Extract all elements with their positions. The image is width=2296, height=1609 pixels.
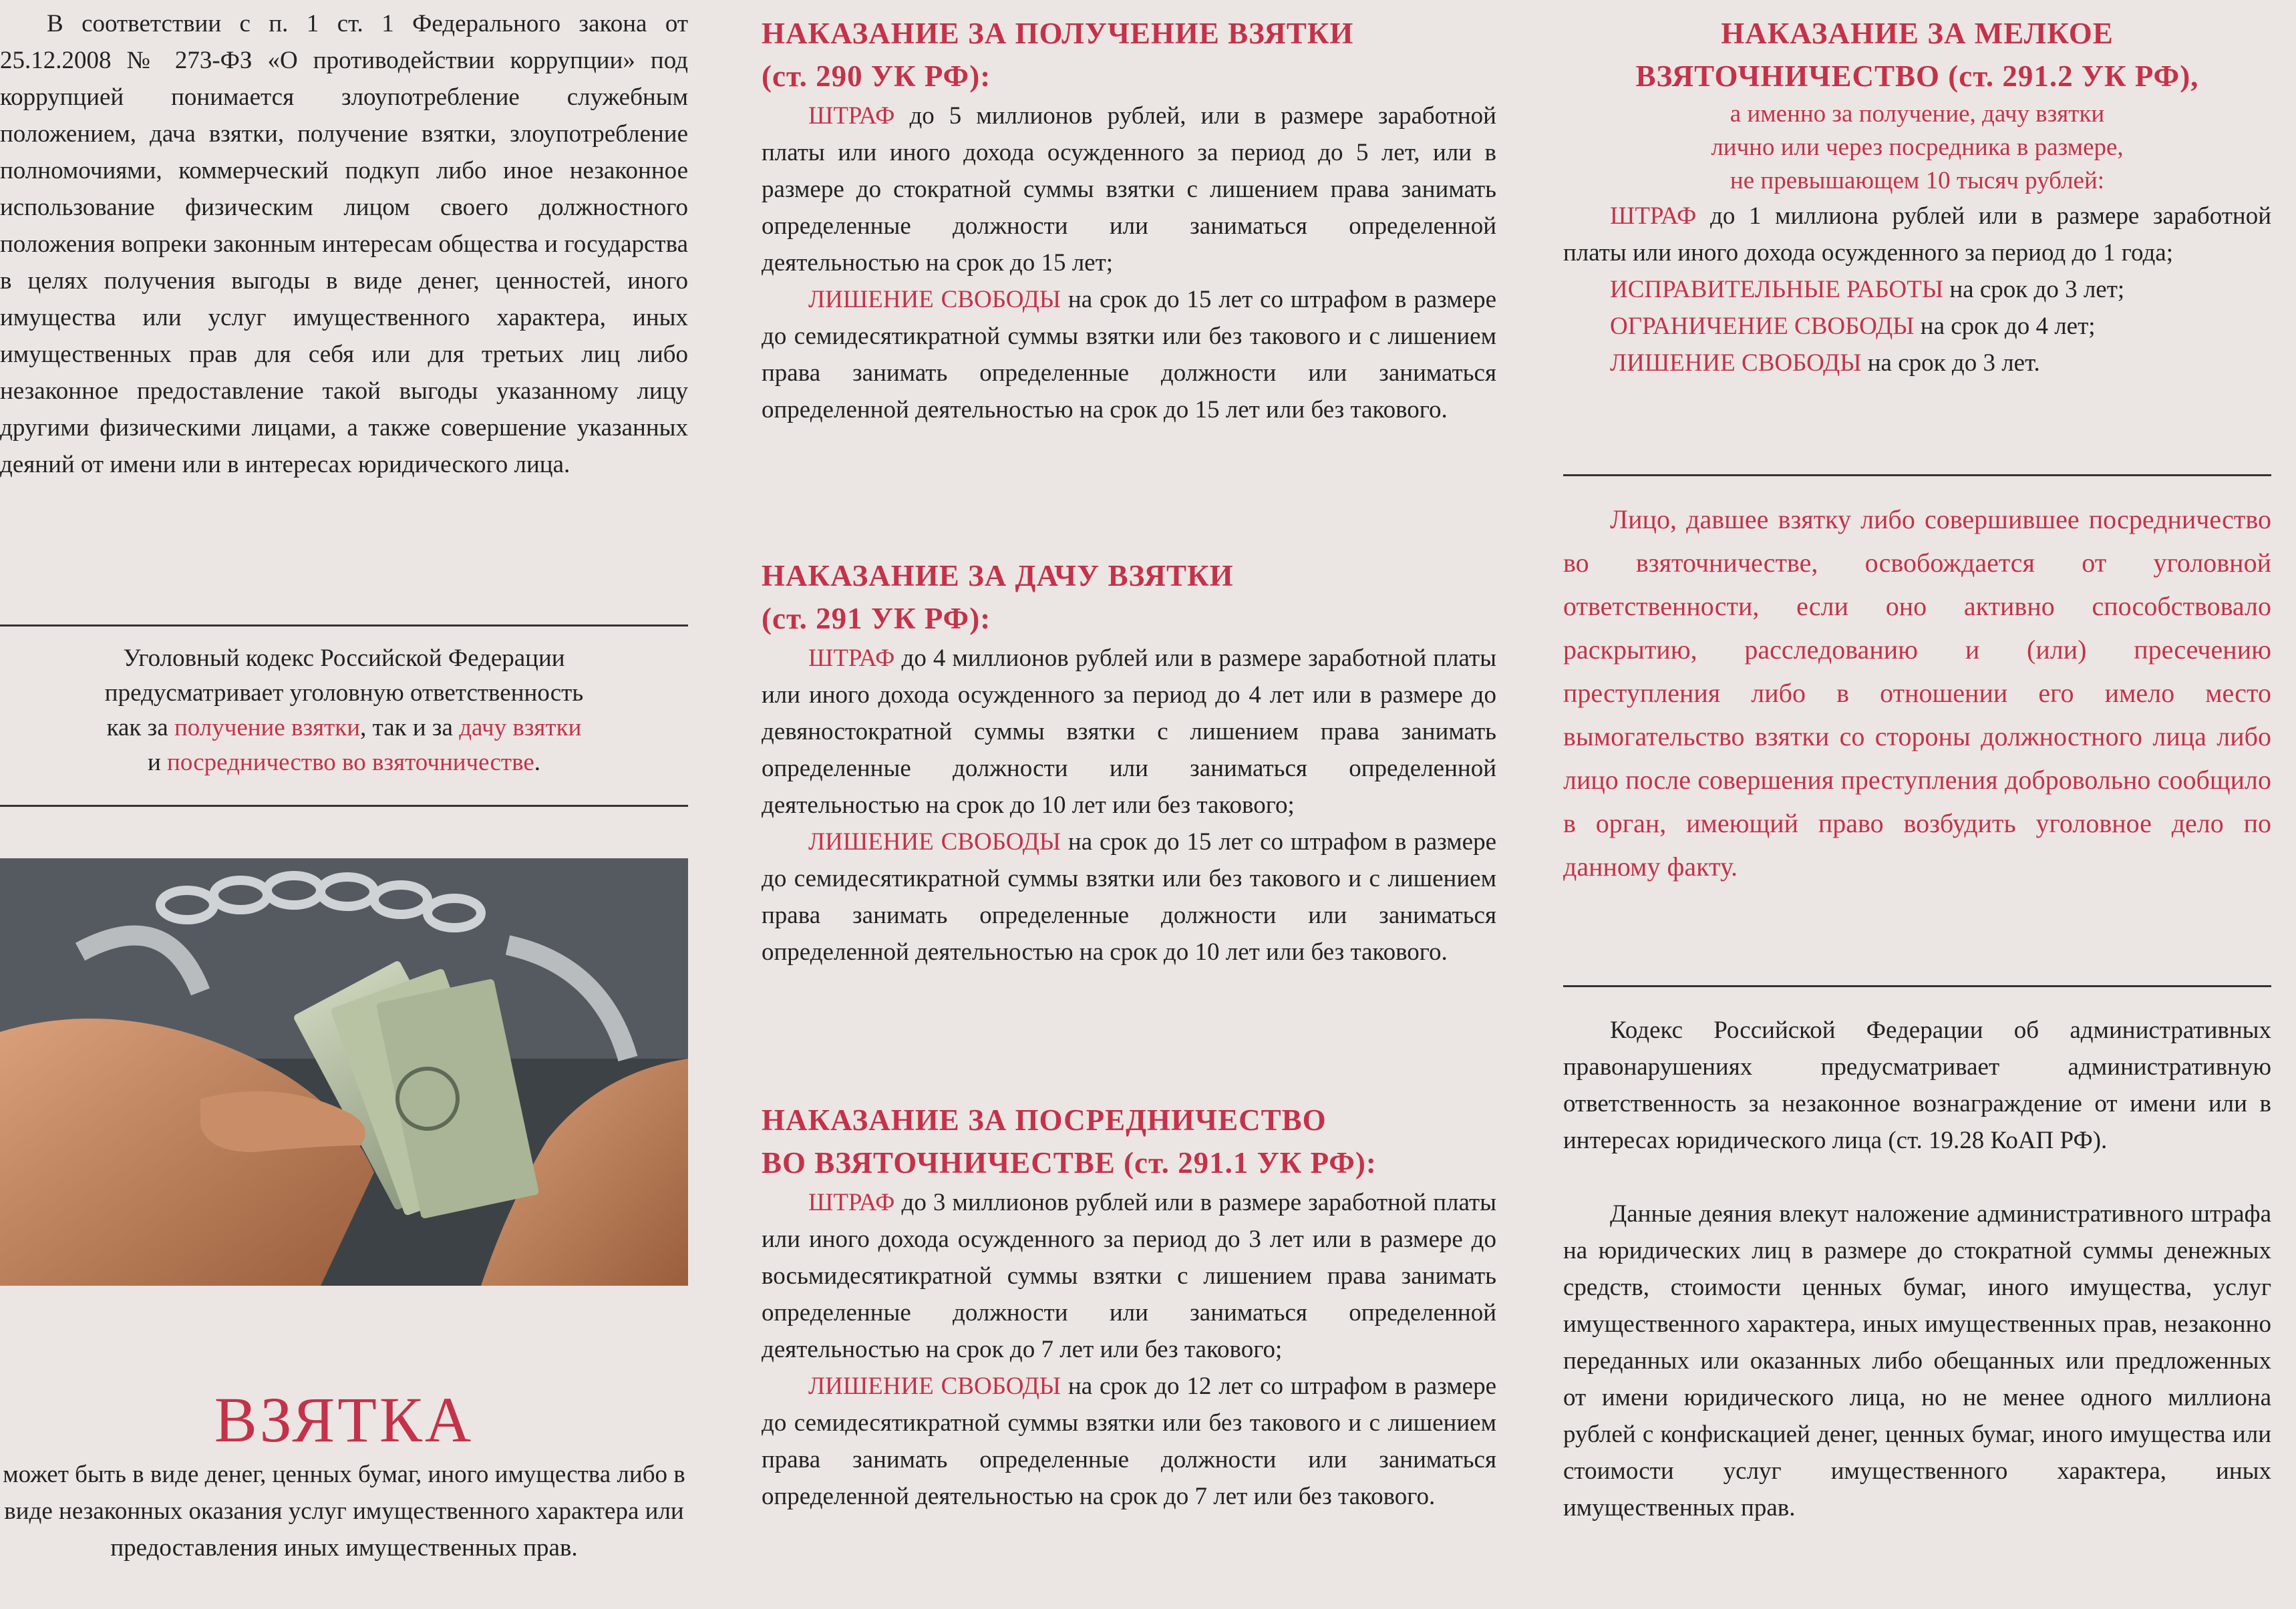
section-subheading: а именно за получение, дачу взятки лично или через посредника в размере, не превышающем 10 тысяч рублей:	[1711, 100, 2124, 194]
handcuffs-money-illustration	[0, 858, 688, 1286]
penalty-fine: ШТРАФ до 4 миллионов рублей или в размере заработной платы или иного дохода осужденного за период до 4 лет или в размере до девяностократной суммы взятки с лишением права занимать определенные должности или заниматься определенной деятельностью на срок до 10 лет или без такового;	[762, 645, 1496, 819]
penalty-imprisonment: ЛИШЕНИЕ СВОБОДЫ на срок до 3 лет.	[1610, 349, 2040, 377]
bribe-title: ВЗЯТКА	[214, 1384, 474, 1455]
bribe-giving-highlight: дачу взятки	[459, 714, 582, 741]
exemption-text: Лицо, давшее взятку либо совершившее посредничество во взяточничестве, освобождается от уголовной ответственности, если оно активно способствовало раскрытию, расследованию и (или) пресечению преступления либо в отношении его имело место вымогательство взятки со стороны должностного лица либо лицо после совершения преступления добровольно сообщило в орган, имеющий право возбудить уголовное дело по данному факту.	[1563, 504, 2271, 882]
penalty-corrective-labor: ИСПРАВИТЕЛЬНЫЕ РАБОТЫ на срок до 3 лет;	[1610, 276, 2125, 303]
penalty-fine: ШТРАФ до 1 миллиона рублей или в размере заработной платы или иного дохода осужденного за период до 1 года;	[1563, 202, 2271, 266]
penalty-restriction: ОГРАНИЧЕНИЕ СВОБОДЫ на срок до 4 лет;	[1610, 313, 2096, 340]
criminal-code-line: предусматривает уголовную ответственность	[104, 679, 584, 707]
section-heading: НАКАЗАНИЕ ЗА ПОЛУЧЕНИЕ ВЗЯТКИ (ст. 290 УК РФ):	[762, 17, 1354, 93]
divider	[1563, 985, 2271, 987]
section-mediation-bribe	[762, 1099, 1496, 1515]
bribe-forms-text: может быть в виде денег, ценных бумаг, иного имущества либо в виде незаконных оказания услуг имущественного характера или предоставления иных имущественных прав.	[3, 1461, 685, 1562]
penalty-imprisonment: ЛИШЕНИЕ СВОБОДЫ на срок до 15 лет со штрафом в размере до семидесятикратной суммы взятки или без такового и с лишением права занимать определенные должности или заниматься определенной деятельностью на срок до 15 лет или без такового.	[762, 286, 1496, 423]
criminal-code-line: Уголовный кодекс Российской Федерации	[123, 645, 565, 672]
penalty-imprisonment: ЛИШЕНИЕ СВОБОДЫ на срок до 15 лет со штрафом в размере до семидесятикратной суммы взятки или без такового и с лишением права занимать определенные должности или заниматься определенной деятельностью на срок до 10 лет или без такового.	[762, 828, 1496, 966]
divider	[1563, 474, 2271, 476]
penalty-fine: ШТРАФ до 5 миллионов рублей, или в размере заработной платы или иного дохода осужденного за период до 5 лет, или в размере до стократной суммы взятки с лишением права занимать определенные должности или заниматься определенной деятельностью на срок до 15 лет;	[762, 102, 1496, 277]
divider	[0, 624, 688, 627]
corruption-definition: В соответствии с п. 1 ст. 1 Федерального закона от 25.12.2008 № 273-ФЗ «О противодействии коррупции» под коррупцией понимается злоупотребление служебным положением, дача взятки, получение взятки, злоупотребление полномочиями, коммерческий подкуп либо иное незаконное использование физическим лицом своего должностного положения вопреки законным интересам общества и государства в целях получения выгоды в виде денег, ценностей, иного имущества или услуг имущественного характера, иных имущественных прав для себя или для третьих лиц либо незаконное предоставление такой выгоды указанному лицу другими физическими лицами, а также совершение указанных деяний от имени или в интересах юридического лица.	[0, 10, 688, 478]
bribe-receiving-highlight: получение взятки	[174, 714, 361, 741]
criminal-code-note	[0, 641, 688, 780]
handcuffed-hands-with-money-photo	[0, 858, 688, 1286]
section-heading: НАКАЗАНИЕ ЗА ПОСРЕДНИЧЕСТВО ВО ВЗЯТОЧНИЧЕСТВЕ (ст. 291.1 УК РФ):	[762, 1103, 1377, 1180]
section-heading: НАКАЗАНИЕ ЗА ДАЧУ ВЗЯТКИ (ст. 291 УК РФ):	[762, 559, 1234, 635]
section-giving-bribe	[762, 554, 1496, 970]
section-heading: НАКАЗАНИЕ ЗА МЕЛКОЕ ВЗЯТОЧНИЧЕСТВО (ст. 291.2 УК РФ),	[1635, 17, 2199, 93]
penalty-imprisonment: ЛИШЕНИЕ СВОБОДЫ на срок до 12 лет со штрафом в размере до семидесятикратной суммы взятки или без такового и с лишением права занимать определенные должности или заниматься определенной деятельностью на срок до 7 лет или без такового.	[762, 1373, 1496, 1510]
criminal-code-line: как за получение взятки, так и за дачу взятки	[106, 714, 582, 741]
mediation-highlight: посредничество во взяточничестве	[167, 749, 534, 776]
section-petty-bribery	[1563, 12, 2271, 381]
penalty-fine: ШТРАФ до 3 миллионов рублей или в размере заработной платы или иного дохода осужденного за период до 3 лет или в размере до восьмидесятикратной суммы взятки с лишением права занимать определенные должности или заниматься определенной деятельностью на срок до 7 лет или без такового;	[762, 1189, 1496, 1363]
administrative-fine-text: Данные деяния влекут наложение административного штрафа на юридических лиц в размере до стократной суммы денежных средств, стоимости ценных бумаг, иного имущества, услуг имущественного характера, иных имущественных прав, незаконно переданных или оказанных либо обещанных или предложенных от имени юридического лица, но не менее одного миллиона рублей с конфискацией денег, ценных бумаг, иного имущества или стоимости услуг имущественного характера, иных имущественных прав.	[1563, 1200, 2271, 1522]
divider	[0, 805, 688, 807]
criminal-code-line: и посредничество во взяточничестве.	[147, 749, 541, 776]
administrative-code-text: Кодекс Российской Федерации об административных правонарушениях предусматривает административную ответственность за незаконное вознаграждение от имени или в интересах юридического лица (ст. 19.28 КоАП РФ).	[1563, 1017, 2271, 1154]
section-receiving-bribe	[762, 12, 1496, 428]
